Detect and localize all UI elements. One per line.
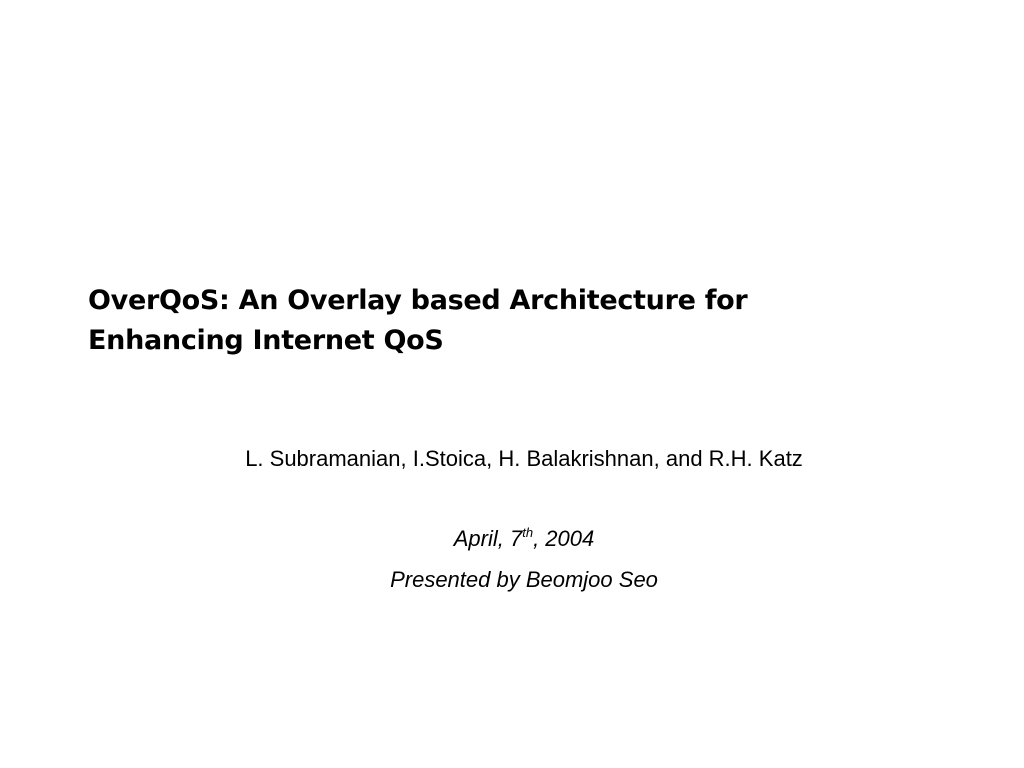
- date-year: , 2004: [533, 526, 595, 551]
- date-prefix: April, 7: [453, 526, 523, 551]
- presentation-date: [0, 522, 1024, 556]
- slide-title: [88, 281, 888, 361]
- date-ordinal-suffix: th: [522, 525, 534, 540]
- title-line-2: Enhancing Internet QoS: [88, 325, 444, 356]
- title-line-1: OverQoS: An Overlay based Architecture for: [88, 285, 748, 316]
- author-list: L. Subramanian, I.Stoica, H. Balakrishnan, and R.H. Katz: [245, 446, 803, 471]
- presenter-line: Presented by Beomjoo Seo: [390, 567, 658, 592]
